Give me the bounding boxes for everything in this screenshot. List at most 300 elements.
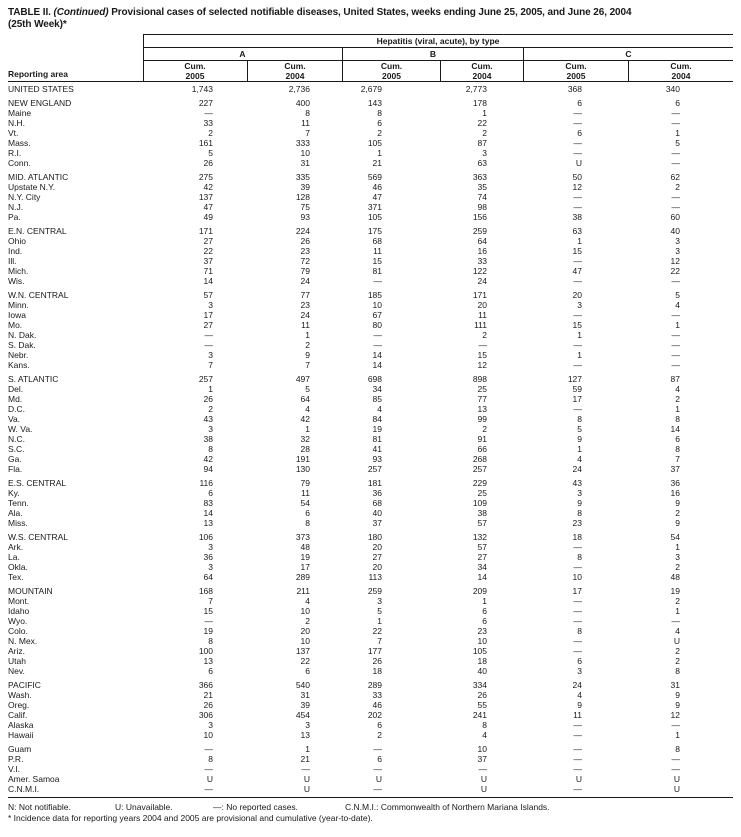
- value-cell: 40: [670, 226, 680, 236]
- value-cell: 23: [477, 626, 487, 636]
- value-cell: —: [373, 784, 382, 794]
- value-cell: 68: [372, 498, 382, 508]
- value-cell: 10: [300, 636, 310, 646]
- value-cell: 2,773: [465, 84, 487, 94]
- reporting-area-cell: Kans.: [8, 360, 30, 370]
- table-row: [8, 744, 733, 754]
- table-row: [8, 700, 733, 710]
- value-cell: 2: [305, 616, 310, 626]
- table-bottom-rule: [8, 797, 733, 798]
- reporting-area-cell: Upstate N.Y.: [8, 182, 56, 192]
- value-cell: 569: [367, 172, 382, 182]
- value-cell: 6: [482, 616, 487, 626]
- value-cell: 180: [367, 532, 382, 542]
- reporting-area-cell: E.N. CENTRAL: [8, 226, 67, 236]
- reporting-area-cell: R.I.: [8, 148, 22, 158]
- value-cell: 21: [203, 690, 213, 700]
- value-cell: 12: [670, 256, 680, 266]
- footnote-no-reported-cases: —: No reported cases.: [213, 802, 299, 812]
- table-row: [8, 478, 733, 488]
- reporting-area-cell: Ill.: [8, 256, 17, 266]
- table-row: [8, 330, 733, 340]
- value-cell: 257: [198, 374, 213, 384]
- value-cell: —: [671, 764, 680, 774]
- reporting-area-cell: Okla.: [8, 562, 28, 572]
- value-cell: 20: [372, 542, 382, 552]
- reporting-area-cell: Amer. Samoa: [8, 774, 60, 784]
- reporting-area-cell: N.J.: [8, 202, 24, 212]
- value-cell: 1,743: [191, 84, 213, 94]
- value-cell: 18: [372, 666, 382, 676]
- value-cell: —: [373, 744, 382, 754]
- reporting-area-cell: Ark.: [8, 542, 24, 552]
- table-row: [8, 394, 733, 404]
- value-cell: 40: [477, 666, 487, 676]
- value-cell: 23: [572, 518, 582, 528]
- table-row: [8, 784, 733, 794]
- value-cell: 54: [300, 498, 310, 508]
- table-title-prefix: TABLE II.: [8, 7, 51, 18]
- value-cell: 106: [198, 532, 213, 542]
- value-cell: 10: [372, 300, 382, 310]
- value-cell: 1: [577, 350, 582, 360]
- value-cell: 340: [665, 84, 680, 94]
- reporting-area-cell: Ga.: [8, 454, 22, 464]
- value-cell: 10: [572, 572, 582, 582]
- table-title-week: (25th Week)*: [8, 18, 67, 30]
- value-cell: 12: [670, 710, 680, 720]
- value-cell: 257: [367, 464, 382, 474]
- value-cell: 46: [372, 700, 382, 710]
- value-cell: 8: [208, 636, 213, 646]
- value-cell: 1: [675, 404, 680, 414]
- value-cell: 2: [675, 508, 680, 518]
- table-row: [8, 300, 733, 310]
- value-cell: 4: [377, 404, 382, 414]
- value-cell: 79: [300, 266, 310, 276]
- value-cell: 11: [478, 310, 487, 320]
- table-header: [8, 34, 733, 82]
- value-cell: 259: [367, 586, 382, 596]
- reporting-area-cell: Minn.: [8, 300, 29, 310]
- value-cell: 41: [372, 444, 382, 454]
- value-cell: 5: [208, 148, 213, 158]
- value-cell: 47: [572, 266, 582, 276]
- value-cell: 24: [300, 310, 310, 320]
- value-cell: 72: [300, 256, 310, 266]
- value-cell: 3: [577, 300, 582, 310]
- footnote-not-notifiable: N: Not notifiable.: [8, 802, 71, 812]
- value-cell: U: [303, 784, 310, 794]
- reporting-area-cell: Mo.: [8, 320, 23, 330]
- value-cell: 81: [372, 266, 382, 276]
- value-cell: 57: [477, 542, 487, 552]
- reporting-area-cell: Fla.: [8, 464, 23, 474]
- table-row: [8, 616, 733, 626]
- value-cell: 8: [675, 414, 680, 424]
- value-cell: 3: [675, 236, 680, 246]
- value-cell: 17: [203, 310, 213, 320]
- table-row: [8, 172, 733, 182]
- reporting-area-cell: W.N. CENTRAL: [8, 290, 69, 300]
- value-cell: 8: [305, 518, 310, 528]
- table-row: [8, 764, 733, 774]
- table-row: [8, 562, 733, 572]
- value-cell: 15: [372, 256, 382, 266]
- table-row: [8, 138, 733, 148]
- table-row: [8, 606, 733, 616]
- value-cell: 33: [203, 118, 213, 128]
- value-cell: —: [671, 754, 680, 764]
- value-cell: 156: [472, 212, 487, 222]
- reporting-area-cell: Ohio: [8, 236, 26, 246]
- table-row: [8, 666, 733, 676]
- value-cell: 22: [300, 656, 310, 666]
- value-cell: 224: [295, 226, 310, 236]
- table-row: [8, 680, 733, 690]
- value-cell: 21: [372, 158, 382, 168]
- value-cell: 63: [477, 158, 487, 168]
- value-cell: 77: [477, 394, 487, 404]
- value-cell: 24: [572, 680, 582, 690]
- reporting-area-cell: S. ATLANTIC: [8, 374, 59, 384]
- value-cell: 168: [198, 586, 213, 596]
- value-cell: 2: [305, 340, 310, 350]
- value-cell: 8: [377, 108, 382, 118]
- table-row: [8, 444, 733, 454]
- value-cell: 23: [300, 246, 310, 256]
- value-cell: 93: [372, 454, 382, 464]
- value-cell: 8: [577, 552, 582, 562]
- value-cell: U: [480, 774, 487, 784]
- value-cell: U: [575, 774, 582, 784]
- value-cell: 47: [372, 192, 382, 202]
- value-cell: 80: [372, 320, 382, 330]
- value-cell: —: [573, 606, 582, 616]
- value-cell: U: [673, 636, 680, 646]
- reporting-area-cell: Tex.: [8, 572, 24, 582]
- value-cell: 497: [295, 374, 310, 384]
- table-row: [8, 754, 733, 764]
- value-cell: —: [573, 720, 582, 730]
- value-cell: 20: [372, 562, 382, 572]
- value-cell: 60: [670, 212, 680, 222]
- value-cell: 2: [675, 562, 680, 572]
- value-cell: 22: [670, 266, 680, 276]
- value-cell: 16: [670, 488, 680, 498]
- value-cell: 400: [295, 98, 310, 108]
- value-cell: —: [671, 192, 680, 202]
- value-cell: 4: [305, 596, 310, 606]
- table-row: [8, 84, 733, 94]
- table-row: [8, 290, 733, 300]
- value-cell: 185: [367, 290, 382, 300]
- column-header-c-2005: Cum. 2005: [523, 61, 628, 82]
- reporting-area-cell: Colo.: [8, 626, 28, 636]
- value-cell: 2: [675, 646, 680, 656]
- reporting-area-cell: Guam: [8, 744, 32, 754]
- value-cell: 35: [477, 182, 487, 192]
- value-cell: —: [573, 202, 582, 212]
- value-cell: 84: [372, 414, 382, 424]
- value-cell: —: [573, 256, 582, 266]
- value-cell: U: [575, 158, 582, 168]
- value-cell: 21: [300, 754, 310, 764]
- value-cell: 26: [372, 656, 382, 666]
- value-cell: —: [573, 562, 582, 572]
- value-cell: 4: [675, 626, 680, 636]
- value-cell: 48: [300, 542, 310, 552]
- value-cell: 13: [477, 404, 487, 414]
- table-row: [8, 276, 733, 286]
- table-row: [8, 552, 733, 562]
- value-cell: 5: [377, 606, 382, 616]
- value-cell: 2: [675, 182, 680, 192]
- table-row: [8, 646, 733, 656]
- value-cell: —: [204, 744, 213, 754]
- value-cell: —: [671, 158, 680, 168]
- value-cell: 1: [675, 320, 680, 330]
- reporting-area-cell: Nebr.: [8, 350, 29, 360]
- value-cell: 363: [472, 172, 487, 182]
- value-cell: 171: [472, 290, 487, 300]
- table-row: [8, 236, 733, 246]
- value-cell: 3: [208, 424, 213, 434]
- value-cell: 289: [367, 680, 382, 690]
- value-cell: 202: [367, 710, 382, 720]
- value-cell: 87: [670, 374, 680, 384]
- value-cell: 143: [367, 98, 382, 108]
- value-cell: 698: [367, 374, 382, 384]
- value-cell: 3: [305, 720, 310, 730]
- table-row: [8, 710, 733, 720]
- reporting-area-cell: NEW ENGLAND: [8, 98, 72, 108]
- value-cell: —: [204, 330, 213, 340]
- value-cell: 37: [477, 754, 487, 764]
- value-cell: 6: [675, 98, 680, 108]
- value-cell: 454: [295, 710, 310, 720]
- value-cell: 15: [203, 606, 213, 616]
- value-cell: 5: [577, 424, 582, 434]
- value-cell: 333: [295, 138, 310, 148]
- reporting-area-cell: N.H.: [8, 118, 25, 128]
- value-cell: 6: [377, 720, 382, 730]
- table-row: [8, 636, 733, 646]
- value-cell: 8: [675, 744, 680, 754]
- value-cell: 22: [477, 118, 487, 128]
- table-row: [8, 414, 733, 424]
- value-cell: 209: [472, 586, 487, 596]
- value-cell: 241: [472, 710, 487, 720]
- value-cell: 36: [203, 552, 213, 562]
- value-cell: —: [671, 118, 680, 128]
- value-cell: 1: [305, 330, 310, 340]
- column-header-a-2005: Cum. 2005: [184, 61, 206, 81]
- hepatitis-type-group-row: [143, 48, 733, 61]
- value-cell: 8: [675, 444, 680, 454]
- value-cell: 93: [300, 212, 310, 222]
- value-cell: 64: [300, 394, 310, 404]
- group-header-a: A: [239, 49, 246, 59]
- value-cell: 127: [567, 374, 582, 384]
- value-cell: 1: [377, 616, 382, 626]
- value-cell: 17: [572, 586, 582, 596]
- value-cell: 6: [305, 508, 310, 518]
- table-row: [8, 384, 733, 394]
- table-row: [8, 182, 733, 192]
- value-cell: 10: [477, 744, 487, 754]
- value-cell: 1: [577, 444, 582, 454]
- value-cell: 2: [482, 424, 487, 434]
- value-cell: 191: [295, 454, 310, 464]
- value-cell: 8: [305, 108, 310, 118]
- value-cell: 64: [203, 572, 213, 582]
- value-cell: 9: [675, 700, 680, 710]
- value-cell: 2: [675, 656, 680, 666]
- reporting-area-cell: Calif.: [8, 710, 28, 720]
- value-cell: 33: [372, 690, 382, 700]
- value-cell: 1: [482, 108, 487, 118]
- table-title: [8, 7, 733, 30]
- reporting-area-cell: Miss.: [8, 518, 28, 528]
- value-cell: 9: [675, 498, 680, 508]
- value-cell: 211: [296, 586, 310, 596]
- column-header-b-2004: Cum. 2004: [440, 61, 523, 82]
- value-cell: 85: [372, 394, 382, 404]
- value-cell: —: [573, 360, 582, 370]
- value-cell: 1: [675, 730, 680, 740]
- value-cell: 14: [670, 424, 680, 434]
- value-cell: 68: [372, 236, 382, 246]
- table-row: [8, 360, 733, 370]
- value-cell: —: [301, 764, 310, 774]
- value-cell: 2: [675, 394, 680, 404]
- value-cell: 3: [208, 542, 213, 552]
- value-cell: 8: [675, 666, 680, 676]
- footnote-unavailable: U: Unavailable.: [115, 802, 173, 812]
- value-cell: 7: [208, 596, 213, 606]
- value-cell: —: [573, 646, 582, 656]
- value-cell: 1: [208, 384, 213, 394]
- reporting-area-cell: Va.: [8, 414, 21, 424]
- reporting-area-cell: Tenn.: [8, 498, 29, 508]
- table-row: [8, 340, 733, 350]
- value-cell: 9: [675, 518, 680, 528]
- value-cell: 105: [472, 646, 487, 656]
- value-cell: 1: [675, 542, 680, 552]
- value-cell: 27: [203, 236, 213, 246]
- value-cell: —: [373, 330, 382, 340]
- table-row: [8, 464, 733, 474]
- table-row: [8, 158, 733, 168]
- value-cell: 2: [208, 404, 213, 414]
- value-cell: 3: [208, 562, 213, 572]
- value-cell: 181: [367, 478, 382, 488]
- value-cell: 42: [203, 454, 213, 464]
- table-row: [8, 192, 733, 202]
- value-cell: —: [671, 360, 680, 370]
- value-cell: —: [573, 118, 582, 128]
- value-cell: 132: [472, 532, 487, 542]
- table-row: [8, 374, 733, 384]
- reporting-area-cell: Ariz.: [8, 646, 25, 656]
- value-cell: 87: [477, 138, 487, 148]
- value-cell: 31: [300, 158, 310, 168]
- reporting-area-cell: MOUNTAIN: [8, 586, 53, 596]
- value-cell: 6: [577, 98, 582, 108]
- value-cell: 48: [670, 572, 680, 582]
- value-cell: 10: [300, 148, 310, 158]
- value-cell: 113: [368, 572, 382, 582]
- value-cell: —: [671, 108, 680, 118]
- value-cell: 67: [372, 310, 382, 320]
- value-cell: —: [671, 276, 680, 286]
- value-cell: 128: [295, 192, 310, 202]
- table-row: [8, 246, 733, 256]
- value-cell: 99: [477, 414, 487, 424]
- table-row: [8, 434, 733, 444]
- value-cell: 50: [572, 172, 582, 182]
- value-cell: 2: [482, 330, 487, 340]
- value-cell: 74: [477, 192, 487, 202]
- table-row: [8, 542, 733, 552]
- reporting-area-cell: V.I.: [8, 764, 20, 774]
- table-row: [8, 98, 733, 108]
- value-cell: 3: [482, 148, 487, 158]
- reporting-area-cell: Nev.: [8, 666, 25, 676]
- value-cell: 18: [572, 532, 582, 542]
- value-cell: —: [671, 720, 680, 730]
- value-cell: 31: [670, 680, 680, 690]
- value-cell: 23: [300, 300, 310, 310]
- table-row: [8, 212, 733, 222]
- value-cell: 38: [572, 212, 582, 222]
- value-cell: 14: [372, 360, 382, 370]
- value-cell: 8: [482, 720, 487, 730]
- value-cell: —: [573, 636, 582, 646]
- table-row: [8, 320, 733, 330]
- reporting-area-cell: Idaho: [8, 606, 30, 616]
- value-cell: 7: [305, 360, 310, 370]
- value-cell: 13: [203, 656, 213, 666]
- value-cell: 268: [472, 454, 487, 464]
- reporting-area-cell: Vt.: [8, 128, 19, 138]
- value-cell: —: [573, 730, 582, 740]
- table-row: [8, 508, 733, 518]
- value-cell: 38: [477, 508, 487, 518]
- value-cell: 7: [675, 454, 680, 464]
- value-cell: 1: [482, 596, 487, 606]
- value-cell: 8: [208, 754, 213, 764]
- value-cell: 4: [675, 300, 680, 310]
- value-cell: 36: [372, 488, 382, 498]
- value-cell: 37: [372, 518, 382, 528]
- table-title-continued: (Continued): [53, 7, 109, 18]
- value-cell: 38: [203, 434, 213, 444]
- value-cell: 66: [477, 444, 487, 454]
- value-cell: —: [204, 764, 213, 774]
- value-cell: 3: [675, 246, 680, 256]
- value-cell: 28: [300, 444, 310, 454]
- reporting-area-cell: Mich.: [8, 266, 29, 276]
- table-row: [8, 488, 733, 498]
- value-cell: 8: [577, 626, 582, 636]
- value-cell: 5: [305, 384, 310, 394]
- value-cell: 4: [577, 454, 582, 464]
- value-cell: 3: [377, 596, 382, 606]
- value-cell: U: [673, 774, 680, 784]
- table-row: [8, 532, 733, 542]
